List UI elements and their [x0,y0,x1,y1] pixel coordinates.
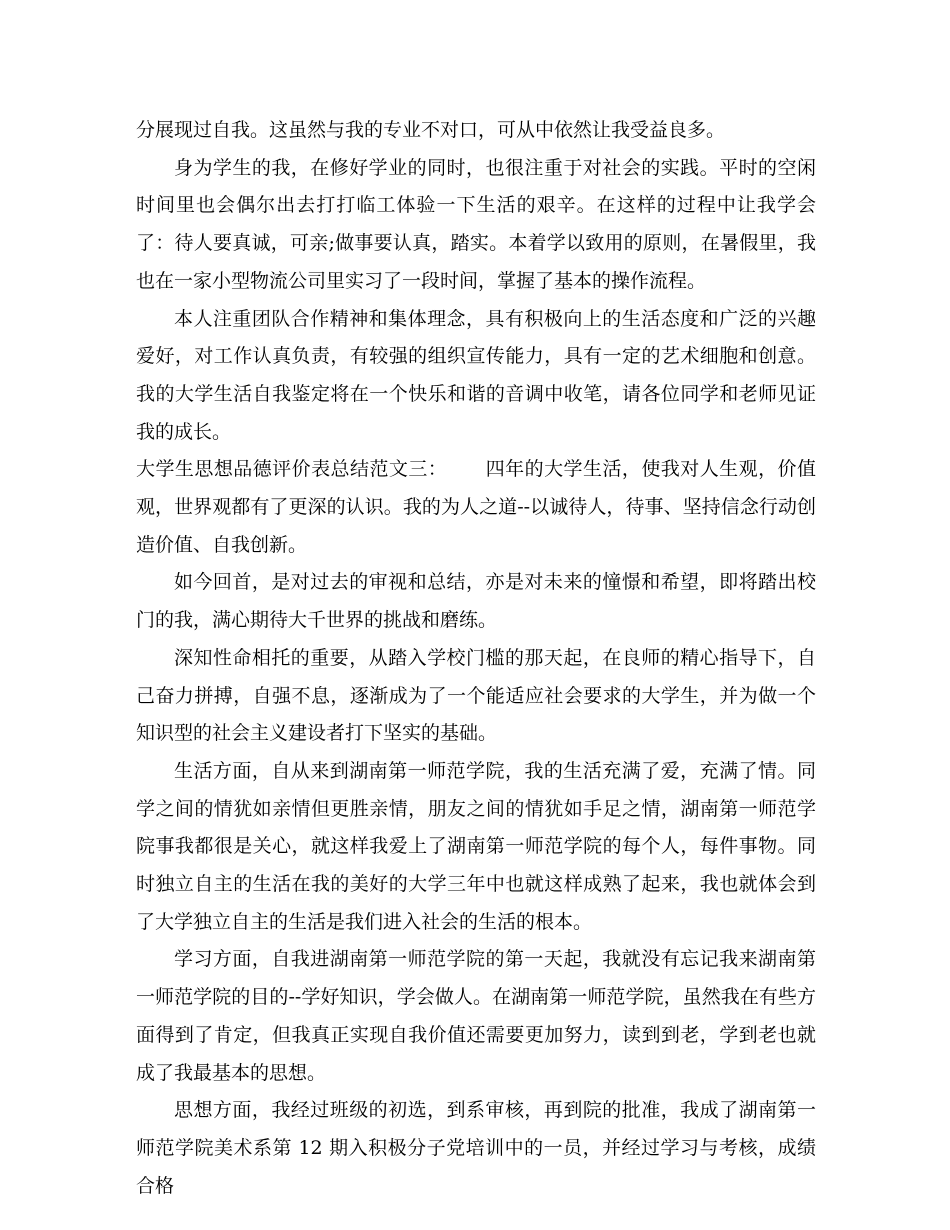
paragraph-thought: 思想方面，我经过班级的初选，到系审核，再到院的批准，我成了湖南第一师范学院美术系第 12 期入积极分子党培训中的一员，并经过学习与考核，成绩合格 [136,1099,816,1197]
paragraph-sample-three [136,451,816,564]
section-heading: 大学生思想品德评价表总结范文三： [136,458,448,481]
section-intro-text: 四年的大学生活，使我对人生观，价值观，世界观都有了更深的认识。我的为人之道--以诚待人，待事、坚持信念行动创造价值、自我创新。 [136,458,816,556]
paragraph-social-practice: 身为学生的我，在修好学业的同时，也很注重于对社会的实践。平时的空闲时间里也会偶尔出去打打临工体验一下生活的艰辛。在这样的过程中让我学会了：待人要真诚，可亲;做事要认真，踏实。本着学以致用的原则，在暑假里，我也在一家小型物流公司里实习了一段时间，掌握了基本的操作流程。 [136,156,816,292]
document-body [136,112,816,1205]
paragraph-continuation: 分展现过自我。这虽然与我的专业不对口，可从中依然让我受益良多。 [136,119,726,141]
paragraph-life: 生活方面，自从来到湖南第一师范学院，我的生活充满了爱，充满了情。同学之间的情犹如亲情但更胜亲情，朋友之间的情犹如手足之情，湖南第一师范学院事我都很是关心，就这样我爱上了湖南第一师范学院的每个人，每件事物。同时独立自主的生活在我的美好的大学三年中也就这样成熟了起来，我也就体会到了大学独立自主的生活是我们进入社会的生活的根本。 [136,759,816,933]
paragraph-looking-back: 如今回首，是对过去的审视和总结，亦是对未来的憧憬和希望，即将踏出校门的我，满心期待大千世界的挑战和磨练。 [136,571,816,632]
paragraph-responsibility: 深知性命相托的重要，从踏入学校门槛的那天起，在良师的精心指导下，自己奋力拼搏，自强不息，逐渐成为了一个能适应社会要求的大学生，并为做一个知识型的社会主义建设者打下坚实的基础。 [136,646,816,745]
paragraph-teamwork: 本人注重团队合作精神和集体理念，具有积极向上的生活态度和广泛的兴趣爱好，对工作认真负责，有较强的组织宣传能力，具有一定的艺术细胞和创意。我的大学生活自我鉴定将在一个快乐和谐的音调中收笔，请各位同学和老师见证我的成长。 [136,307,816,443]
paragraph-study: 学习方面，自我进湖南第一师范学院的第一天起，我就没有忘记我来湖南第一师范学院的目的--学好知识，学会做人。在湖南第一师范学院，虽然我在有些方面得到了肯定，但我真正实现自我价值还需要更加努力，读到到老，学到老也就成了我最基本的思想。 [136,948,816,1084]
